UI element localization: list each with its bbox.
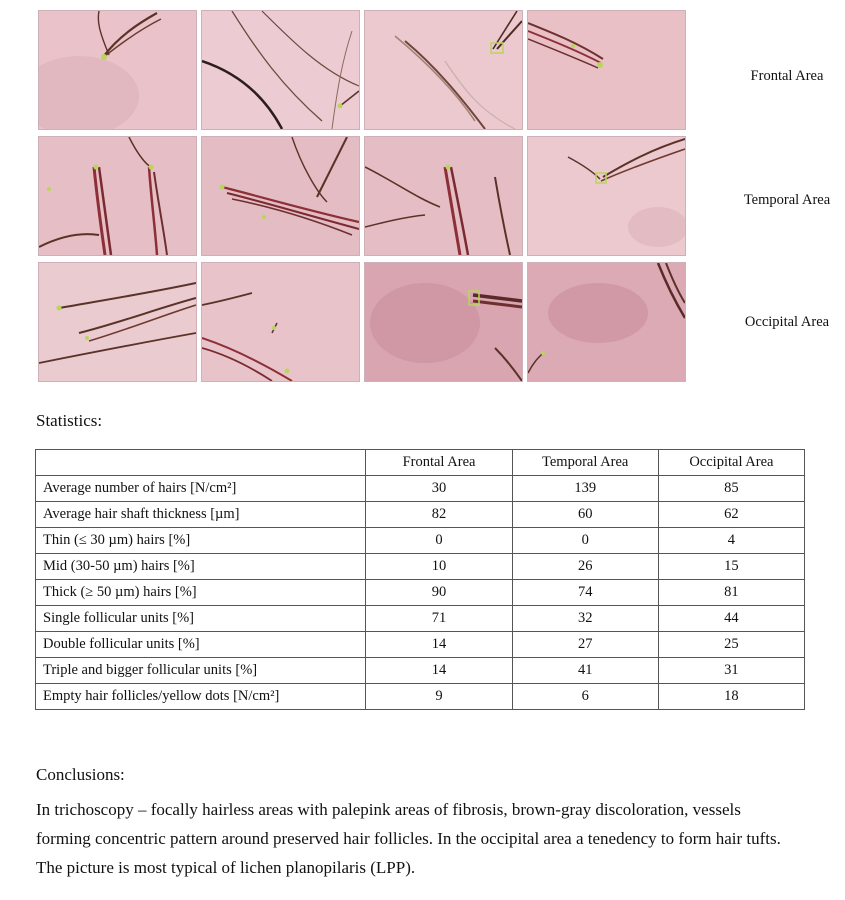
row-label-occipital: Occipital Area (744, 314, 830, 330)
header-cell-occipital: Occipital Area (658, 450, 804, 476)
statistics-table (35, 449, 805, 710)
header-cell-frontal: Frontal Area (366, 450, 512, 476)
value-cell: 44 (658, 606, 804, 632)
value-cell: 31 (658, 658, 804, 684)
conclusion-line: The picture is most typical of lichen planopilaris (LPP). (36, 858, 416, 877)
value-cell: 74 (512, 580, 658, 606)
table-header-row (36, 450, 805, 476)
value-cell: 85 (658, 476, 804, 502)
table-row (36, 554, 805, 580)
dermoscopy-tile (364, 10, 523, 130)
dermoscopy-tile (527, 262, 686, 382)
dermoscopy-image-grid (38, 10, 831, 382)
conclusions-heading: Conclusions: (36, 765, 125, 784)
value-cell: 14 (366, 632, 512, 658)
dermoscopy-tile (364, 136, 523, 256)
table-row (36, 528, 805, 554)
value-cell: 82 (366, 502, 512, 528)
value-cell: 15 (658, 554, 804, 580)
value-cell: 81 (658, 580, 804, 606)
value-cell: 27 (512, 632, 658, 658)
value-cell: 30 (366, 476, 512, 502)
table-row (36, 684, 805, 710)
dermoscopy-tile (38, 10, 197, 130)
value-cell: 41 (512, 658, 658, 684)
row-label: Thick (≥ 50 µm) hairs [%] (36, 580, 366, 606)
value-cell: 60 (512, 502, 658, 528)
dermoscopy-tile (201, 262, 360, 382)
dermoscopy-tile (201, 10, 360, 130)
value-cell: 4 (658, 528, 804, 554)
row-label-frontal: Frontal Area (750, 68, 824, 84)
conclusion-line: In trichoscopy – focally hairless areas with palepink areas of fibrosis, brown-gray discoloration, vessels (36, 800, 741, 819)
value-cell: 26 (512, 554, 658, 580)
table-row (36, 476, 805, 502)
row-label: Average hair shaft thickness [µm] (36, 502, 366, 528)
row-label: Triple and bigger follicular units [%] (36, 658, 366, 684)
table-row (36, 502, 805, 528)
dermoscopy-tile (527, 136, 686, 256)
row-label: Empty hair follicles/yellow dots [N/cm²] (36, 684, 366, 710)
row-label: Single follicular units [%] (36, 606, 366, 632)
value-cell: 71 (366, 606, 512, 632)
value-cell: 62 (658, 502, 804, 528)
row-label: Double follicular units [%] (36, 632, 366, 658)
value-cell: 32 (512, 606, 658, 632)
value-cell: 18 (658, 684, 804, 710)
value-cell: 14 (366, 658, 512, 684)
value-cell: 25 (658, 632, 804, 658)
value-cell: 139 (512, 476, 658, 502)
row-label: Mid (30-50 µm) hairs [%] (36, 554, 366, 580)
statistics-heading: Statistics: (36, 411, 103, 430)
table-row (36, 632, 805, 658)
dermoscopy-tile (527, 10, 686, 130)
value-cell: 9 (366, 684, 512, 710)
table-row (36, 658, 805, 684)
row-label: Thin (≤ 30 µm) hairs [%] (36, 528, 366, 554)
dermoscopy-tile (38, 262, 197, 382)
table-row (36, 606, 805, 632)
value-cell: 0 (366, 528, 512, 554)
header-cell-temporal: Temporal Area (512, 450, 658, 476)
dermoscopy-tile (201, 136, 360, 256)
value-cell: 90 (366, 580, 512, 606)
conclusions-body (36, 795, 836, 882)
table-row (36, 580, 805, 606)
dermoscopy-tile (364, 262, 523, 382)
row-label: Average number of hairs [N/cm²] (36, 476, 366, 502)
header-cell-empty (36, 450, 366, 476)
conclusion-line: forming concentric pattern around preserved hair follicles. In the occipital area a tenedency to form hair tufts. (36, 829, 781, 848)
value-cell: 10 (366, 554, 512, 580)
row-label-temporal: Temporal Area (743, 192, 831, 208)
dermoscopy-tile (38, 136, 197, 256)
value-cell: 0 (512, 528, 658, 554)
value-cell: 6 (512, 684, 658, 710)
